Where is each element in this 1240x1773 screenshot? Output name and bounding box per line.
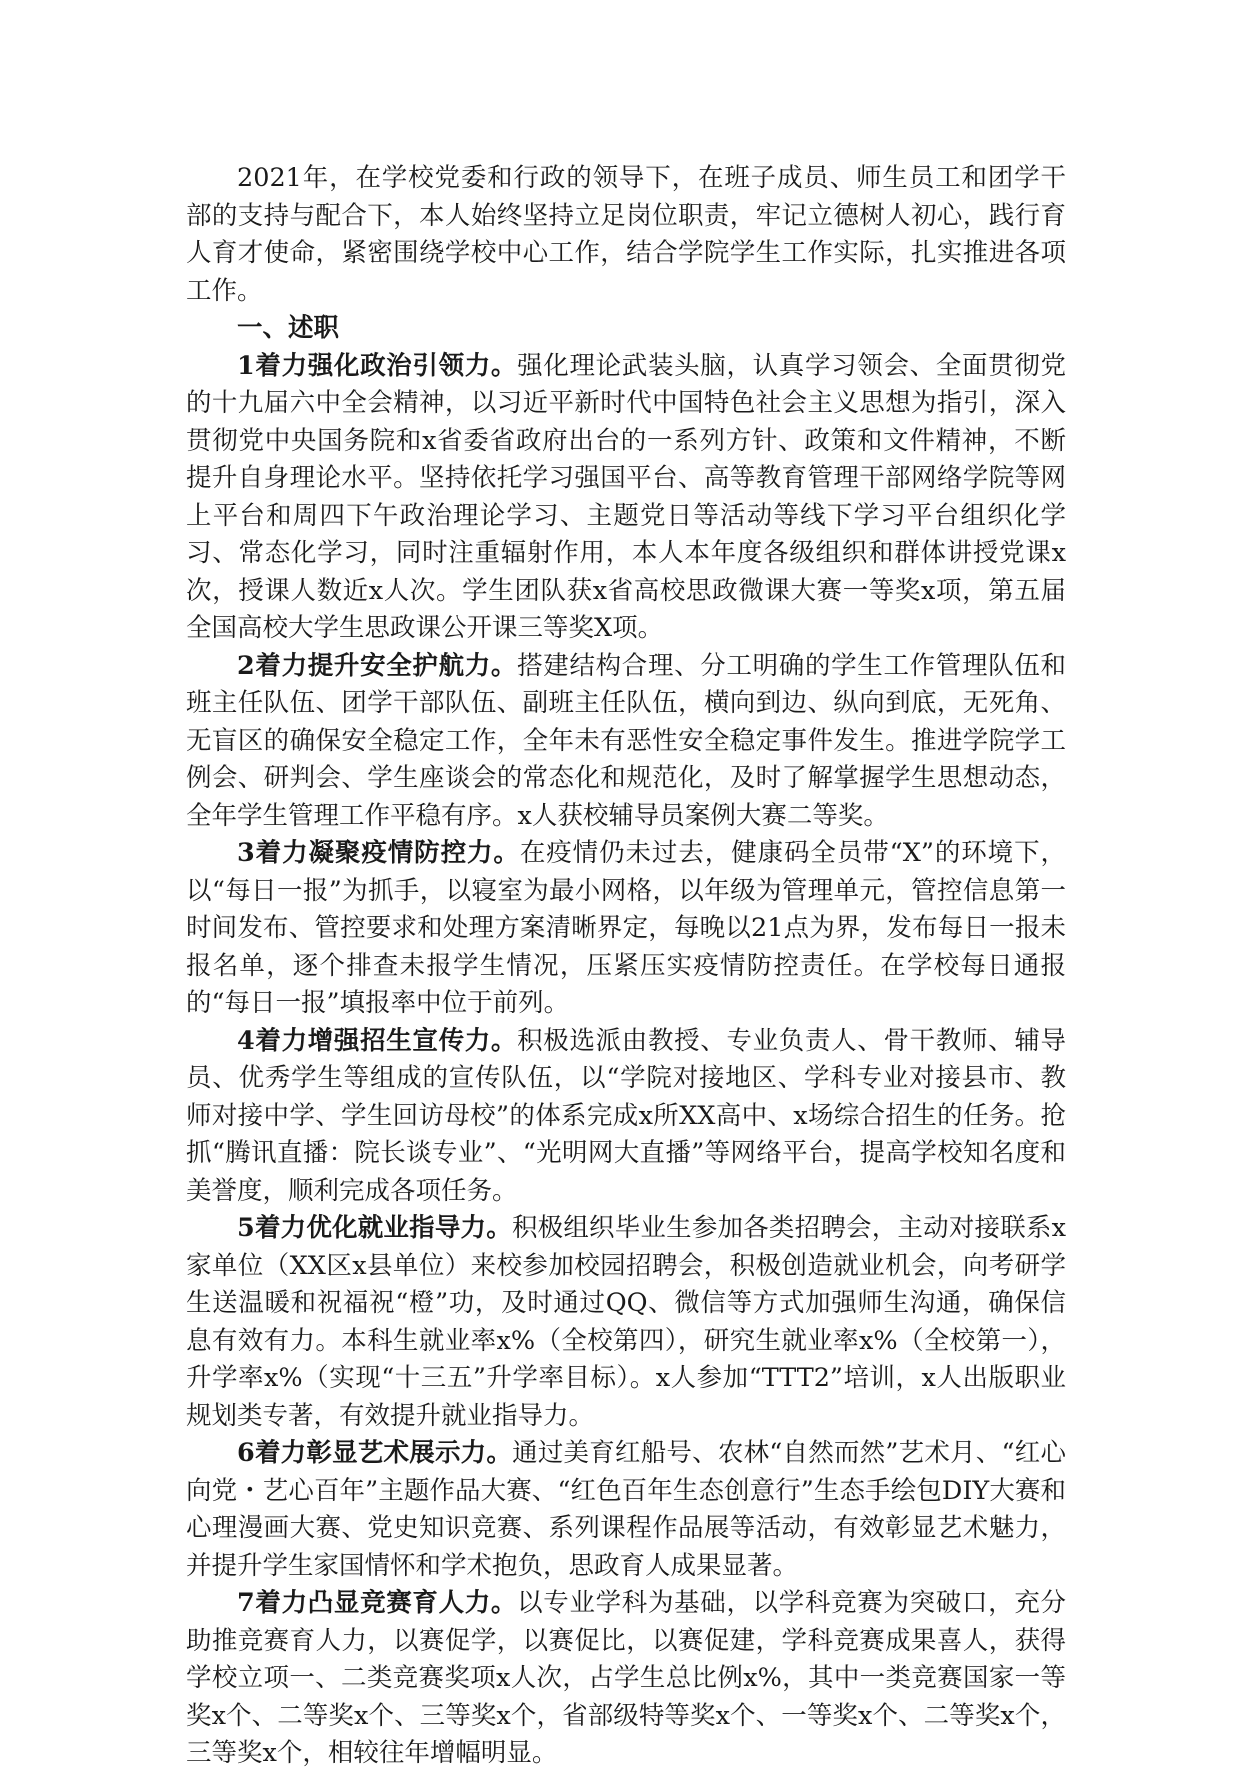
item-lead: 5着力优化就业指导力。 (237, 1213, 512, 1243)
item-text: 强化理论武装头脑，认真学习领会、全面贯彻党的十九届六中全会精神，以习近平新时代中国特色社会主义思想为指引，深入贯彻党中央国务院和x省委省政府出台的一系列方针、政策和文件精神，不断提升自身理论水平。坚持依托学习强国平台、高等教育管理干部网络学院等网上平台和周四下午政治理论学习、主题党日等活动等线下学习平台组织化学习、常态化学习，同时注重辐射作用，本人本年度各级组织和群体讲授党课x次，授课人数近x人次。学生团队获x省高校思政微课大赛一等奖x项，第五届全国高校大学生思政课公开课三等奖X项。 (186, 350, 1066, 643)
item-lead: 1着力强化政治引领力。 (237, 350, 518, 381)
item-text: 在疫情仍未过去，健康码全员带“X”的环境下，以“每日一报”为抓手，以寝室为最小网格，以年级为管理单元，管控信息第一时间发布、管控要求和处理方案清晰界定，每晚以21点为界，发布每日一报未报名单，逐个排查未报学生情况，压紧压实疫情防控责任。在学校每日通报的“每日一报”填报率中位于前列。 (186, 838, 1066, 1018)
item-paragraph-6 (186, 1435, 1066, 1585)
item-text: 通过美育红船号、农林“自然而然”艺术月、“红心向党・艺心百年”主题作品大赛、“红色百年生态创意行”生态手绘包DIY大赛和心理漫画大赛、党史知识竞赛、系列课程作品展等活动，有效彰显艺术魅力，并提升学生家国情怀和学术抱负，思政育人成果显著。 (186, 1438, 1066, 1581)
item-lead: 2着力提升安全护航力。 (237, 650, 518, 681)
document-body (186, 160, 1066, 1773)
item-lead: 4着力增强招生宣传力。 (237, 1025, 518, 1056)
item-paragraph-7 (186, 1585, 1066, 1773)
item-lead: 3着力凝聚疫情防控力。 (237, 838, 520, 868)
item-lead: 6着力彰显艺术展示力。 (237, 1438, 513, 1468)
item-paragraph-5 (186, 1210, 1066, 1435)
item-paragraph-4 (186, 1023, 1066, 1211)
item-text: 以专业学科为基础，以学科竞赛为突破口，充分助推竞赛育人力，以赛促学，以赛促比，以赛促建，学科竞赛成果喜人，获得学校立项一、二类竞赛奖项x人次，占学生总比例x%，其中一类竞赛国家一等奖x个、二等奖x个、三等奖x个，省部级特等奖x个、一等奖x个、二等奖x个，三等奖x个，相较往年增幅明显。 (186, 1588, 1066, 1768)
item-text: 积极组织毕业生参加各类招聘会，主动对接联系x家单位（XX区x县单位）来校参加校园招聘会，积极创造就业机会，向考研学生送温暖和祝福祝“橙”功，及时通过QQ、微信等方式加强师生沟通，确保信息有效有力。本科生就业率x%（全校第四），研究生就业率x%（全校第一），升学率x%（实现“十三五”升学率目标）。x人参加“TTT2”培训，x人出版职业规划类专著，有效提升就业指导力。 (186, 1213, 1066, 1431)
item-lead: 7着力凸显竞赛育人力。 (237, 1588, 518, 1618)
item-paragraph-3 (186, 835, 1066, 1023)
intro-paragraph: 2021年，在学校党委和行政的领导下，在班子成员、师生员工和团学干部的支持与配合下，本人始终坚持立足岗位职责，牢记立德树人初心，践行育人育才使命，紧密围绕学校中心工作，结合学院学生工作实际，扎实推进各项工作。 (186, 163, 1066, 306)
item-paragraph-2 (186, 648, 1066, 836)
item-text: 搭建结构合理、分工明确的学生工作管理队伍和班主任队伍、团学干部队伍、副班主任队伍，横向到边、纵向到底，无死角、无盲区的确保安全稳定工作，全年未有恶性安全稳定事件发生。推进学院学工例会、研判会、学生座谈会的常态化和规范化，及时了解掌握学生思想动态，全年学生管理工作平稳有序。x人获校辅导员案例大赛二等奖。 (186, 650, 1066, 831)
item-paragraph-1 (186, 348, 1066, 648)
section-heading: 一、述职 (237, 313, 340, 343)
item-text: 积极选派由教授、专业负责人、骨干教师、辅导员、优秀学生等组成的宣传队伍，以“学院对接地区、学科专业对接县市、教师对接中学、学生回访母校”的体系完成x所XX高中、x场综合招生的任务。抢抓“腾讯直播：院长谈专业”、“光明网大直播”等网络平台，提高学校知名度和美誉度，顺利完成各项任务。 (186, 1025, 1066, 1206)
